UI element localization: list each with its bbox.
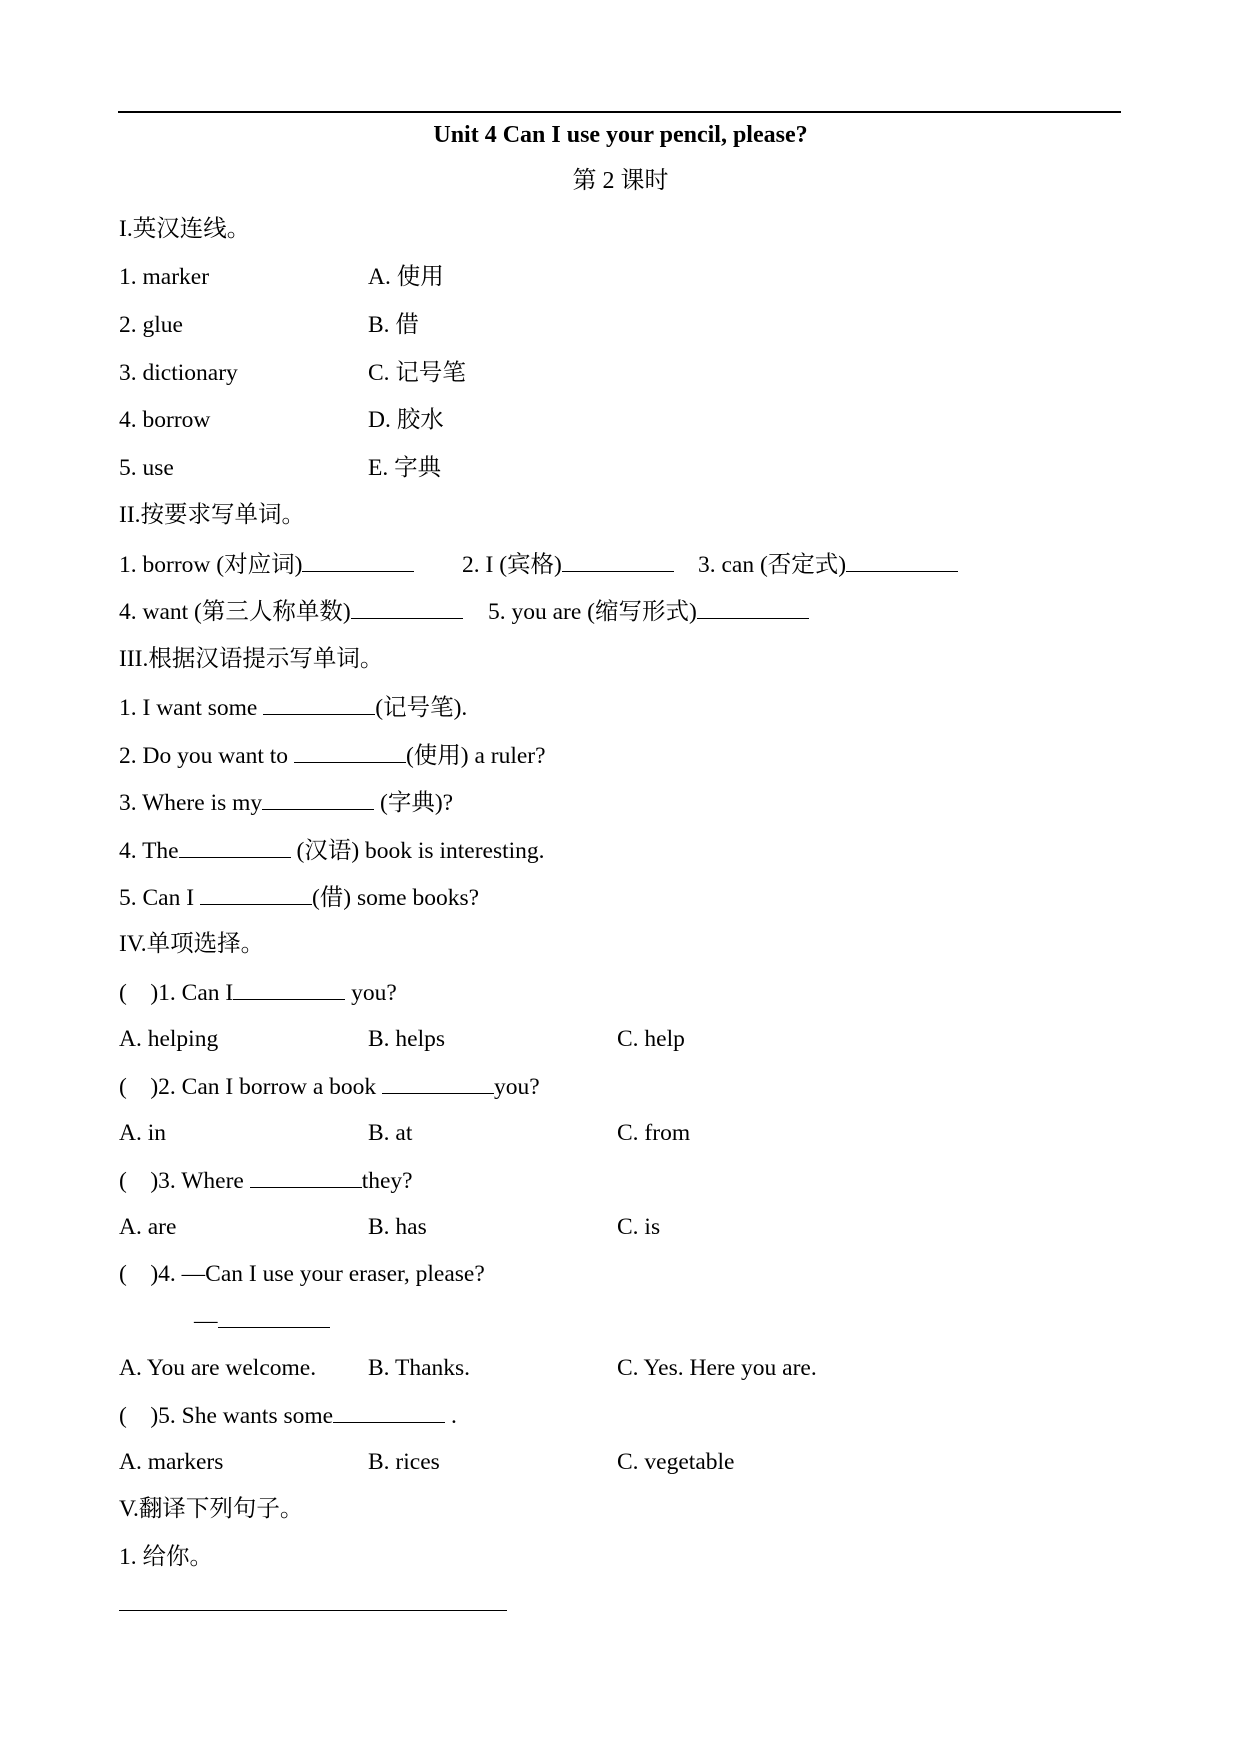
question-text: they? xyxy=(361,1168,413,1194)
answer-blank[interactable] xyxy=(382,1071,494,1094)
choice-question-4: ( )4. —Can I use your eraser, please? xyxy=(119,1261,485,1287)
option-c[interactable]: C. help xyxy=(617,1026,685,1052)
word-form-item-3 xyxy=(698,549,958,580)
header-rule xyxy=(118,111,1121,113)
answer-blank[interactable] xyxy=(262,787,374,810)
option-b[interactable]: B. Thanks. xyxy=(368,1355,471,1381)
word-form-item-5 xyxy=(488,596,809,627)
question-text: (借) some books? xyxy=(311,885,480,911)
question-text: ( )1. Can I xyxy=(119,980,234,1006)
question-text: you? xyxy=(345,980,397,1006)
choice-question-5 xyxy=(119,1400,457,1431)
choice-question-3 xyxy=(119,1165,413,1196)
question-text: (汉语) book is interesting. xyxy=(290,838,545,864)
answer-blank[interactable] xyxy=(302,549,414,572)
question-text: 1. I want some xyxy=(119,695,264,721)
question-text: ( )2. Can I borrow a book xyxy=(119,1074,383,1100)
match-left-item: 5. use xyxy=(119,455,174,481)
question-text: (记号笔). xyxy=(375,695,468,721)
section-2-heading: II.按要求写单词。 xyxy=(119,502,306,528)
answer-blank[interactable] xyxy=(333,1400,445,1423)
answer-blank[interactable] xyxy=(351,596,463,619)
question-text: ( )3. Where xyxy=(119,1168,250,1194)
choice-question-1 xyxy=(119,977,397,1008)
page-title: Unit 4 Can I use your pencil, please? xyxy=(433,122,808,148)
option-b[interactable]: B. has xyxy=(368,1214,427,1240)
question-text: . xyxy=(445,1403,457,1429)
word-form-text: 2. I (宾格) xyxy=(462,552,562,578)
option-a[interactable]: A. helping xyxy=(119,1026,219,1052)
section-5-heading: V.翻译下列句子。 xyxy=(119,1496,304,1522)
fill-question-3 xyxy=(119,787,453,818)
question-text: ( )5. She wants some xyxy=(119,1403,334,1429)
word-form-text: 1. borrow (对应词) xyxy=(119,552,303,578)
word-form-item-1 xyxy=(119,549,414,580)
question-text: (使用) a ruler? xyxy=(405,743,546,769)
option-c[interactable]: C. is xyxy=(617,1214,661,1240)
word-form-item-4 xyxy=(119,596,463,627)
answer-blank[interactable] xyxy=(179,835,291,858)
option-c[interactable]: C. vegetable xyxy=(617,1449,735,1475)
answer-blank[interactable] xyxy=(233,977,345,1000)
lesson-subtitle: 第 2 课时 xyxy=(572,168,669,194)
option-a[interactable]: A. markers xyxy=(119,1449,224,1475)
fill-question-1 xyxy=(119,692,467,723)
match-right-item: A. 使用 xyxy=(368,264,444,290)
question-text: 2. Do you want to xyxy=(119,743,294,769)
option-c[interactable]: C. Yes. Here you are. xyxy=(617,1355,817,1381)
word-form-text: 3. can (否定式) xyxy=(698,552,847,578)
match-right-item: D. 胶水 xyxy=(368,407,444,433)
answer-blank[interactable] xyxy=(263,692,375,715)
section-1-heading: I.英汉连线。 xyxy=(119,216,251,242)
answer-blank[interactable] xyxy=(200,882,312,905)
match-right-item: C. 记号笔 xyxy=(368,360,466,386)
choice-question-2 xyxy=(119,1071,540,1102)
option-b[interactable]: B. at xyxy=(368,1120,413,1146)
answer-blank[interactable] xyxy=(218,1305,330,1328)
match-left-item: 1. marker xyxy=(119,264,210,290)
option-a[interactable]: A. in xyxy=(119,1120,166,1146)
match-left-item: 4. borrow xyxy=(119,407,211,433)
answer-line[interactable] xyxy=(119,1610,507,1611)
option-a[interactable]: A. You are welcome. xyxy=(119,1355,317,1381)
fill-question-4 xyxy=(119,835,545,866)
answer-blank[interactable] xyxy=(697,596,809,619)
question-text: 4. The xyxy=(119,838,179,864)
word-form-text: 5. you are (缩写形式) xyxy=(488,599,697,625)
section-3-heading: III.根据汉语提示写单词。 xyxy=(119,646,384,672)
word-form-item-2 xyxy=(462,549,674,580)
match-right-item: B. 借 xyxy=(368,312,419,338)
translate-question-1: 1. 给你。 xyxy=(119,1544,213,1570)
match-left-item: 2. glue xyxy=(119,312,183,338)
word-form-text: 4. want (第三人称单数) xyxy=(119,599,351,625)
dash-text: — xyxy=(194,1308,218,1334)
option-b[interactable]: B. rices xyxy=(368,1449,440,1475)
match-left-item: 3. dictionary xyxy=(119,360,238,386)
fill-question-2 xyxy=(119,740,546,771)
question-text: 3. Where is my xyxy=(119,790,263,816)
option-b[interactable]: B. helps xyxy=(368,1026,446,1052)
option-a[interactable]: A. are xyxy=(119,1214,177,1240)
answer-blank[interactable] xyxy=(562,549,674,572)
question-text: you? xyxy=(494,1074,540,1100)
answer-blank[interactable] xyxy=(294,740,406,763)
fill-question-5 xyxy=(119,882,479,913)
answer-blank[interactable] xyxy=(250,1165,362,1188)
match-right-item: E. 字典 xyxy=(368,455,442,481)
response-line xyxy=(194,1305,330,1336)
question-text: (字典)? xyxy=(374,790,454,816)
option-c[interactable]: C. from xyxy=(617,1120,691,1146)
section-4-heading: IV.单项选择。 xyxy=(119,931,265,957)
answer-blank[interactable] xyxy=(846,549,958,572)
question-text: 5. Can I xyxy=(119,885,200,911)
